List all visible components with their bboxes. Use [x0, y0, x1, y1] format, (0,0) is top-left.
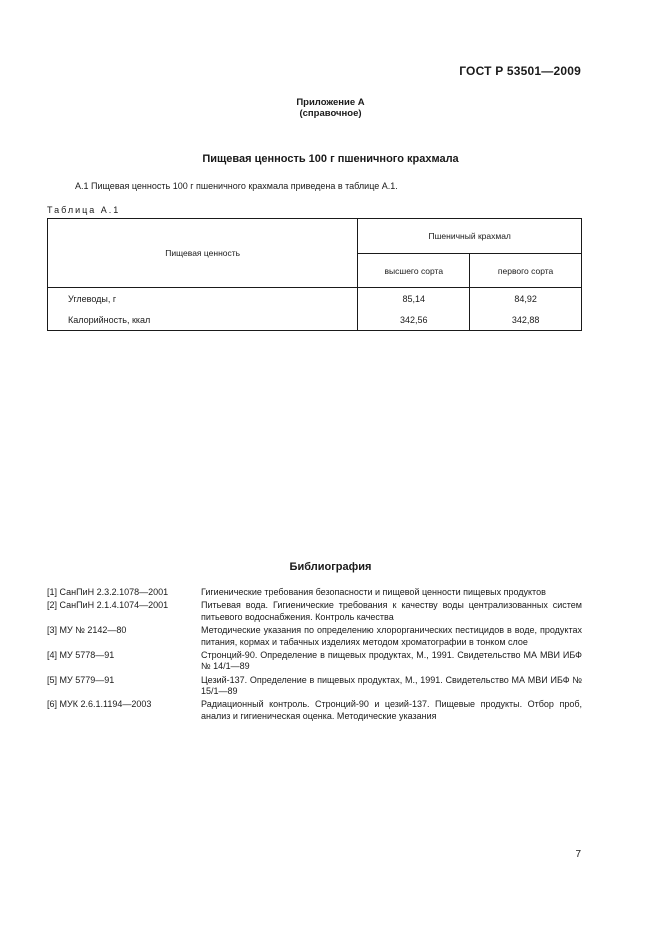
bib-reference: [4] МУ 5778—91 — [47, 649, 115, 660]
list-item — [47, 587, 582, 599]
list-item — [47, 600, 582, 623]
subheader-first-grade: первого сорта — [470, 254, 582, 288]
bib-description: Питьевая вода. Гигиенические требования к качеству воды централизованных систем питьевого водоснабжения. Контроль качества — [201, 600, 582, 622]
bib-description: Цезий-137. Определение в пищевых продуктах, М., 1991. Свидетельство МА МВИ ИБФ № 15/1—89 — [201, 674, 582, 697]
bib-reference: [1] СанПиН 2.3.2.1078—2001 — [47, 587, 169, 597]
list-item — [47, 675, 582, 698]
annex-subtitle: (справочное) — [299, 108, 362, 119]
section-title: Пищевая ценность 100 г пшеничного крахмала — [202, 153, 459, 165]
row-label: Углеводы, г — [48, 288, 358, 310]
nutrition-table — [47, 218, 582, 331]
table-row — [48, 288, 582, 310]
column-group-header: Пшеничный крахмал — [358, 219, 582, 254]
bib-description: Методические указания по определению хлорорганических пестицидов в воде, продуктах питания, кормах и табачных изделиях методом хроматографии в тонком слое — [201, 624, 582, 647]
standard-number: ГОСТ Р 53501—2009 — [459, 64, 581, 78]
page-number: 7 — [575, 849, 581, 860]
table-row — [48, 309, 582, 331]
bib-reference: [2] СанПиН 2.1.4.1074—2001 — [47, 600, 169, 611]
list-item — [47, 625, 582, 648]
bib-reference: [3] МУ № 2142—80 — [47, 624, 127, 635]
annex-heading — [0, 97, 661, 119]
bib-description: Стронций-90. Определение в пищевых продуктах, М., 1991. Свидетельство МА МВИ ИБФ № 14/1—89 — [201, 649, 582, 672]
table-cell: 342,88 — [470, 309, 582, 331]
table-caption: Таблица А.1 — [47, 205, 121, 215]
subheader-premium-grade: высшего сорта — [358, 254, 470, 288]
bibliography-list — [47, 587, 582, 724]
bib-description: Гигиенические требования безопасности и пищевой ценности пищевых продуктов — [201, 587, 546, 597]
table-cell: 84,92 — [470, 288, 582, 310]
list-item — [47, 650, 582, 673]
bib-description: Радиационный контроль. Стронций-90 и цезий-137. Пищевые продукты. Отбор проб, анализ и гигиеническая оценка. Методические указания — [201, 699, 582, 721]
list-item — [47, 699, 582, 722]
bibliography-title: Библиография — [289, 561, 372, 573]
column-header-nutrition: Пищевая ценность — [48, 219, 358, 288]
row-label: Калорийность, ккал — [48, 309, 358, 331]
bib-reference: [6] МУК 2.6.1.1194—2003 — [47, 699, 152, 710]
bib-reference: [5] МУ 5779—91 — [47, 674, 115, 685]
table-cell: 85,14 — [358, 288, 470, 310]
intro-paragraph: А.1 Пищевая ценность 100 г пшеничного крахмала приведена в таблице А.1. — [75, 181, 398, 191]
annex-title: Приложение А — [296, 97, 365, 108]
table-cell: 342,56 — [358, 309, 470, 331]
